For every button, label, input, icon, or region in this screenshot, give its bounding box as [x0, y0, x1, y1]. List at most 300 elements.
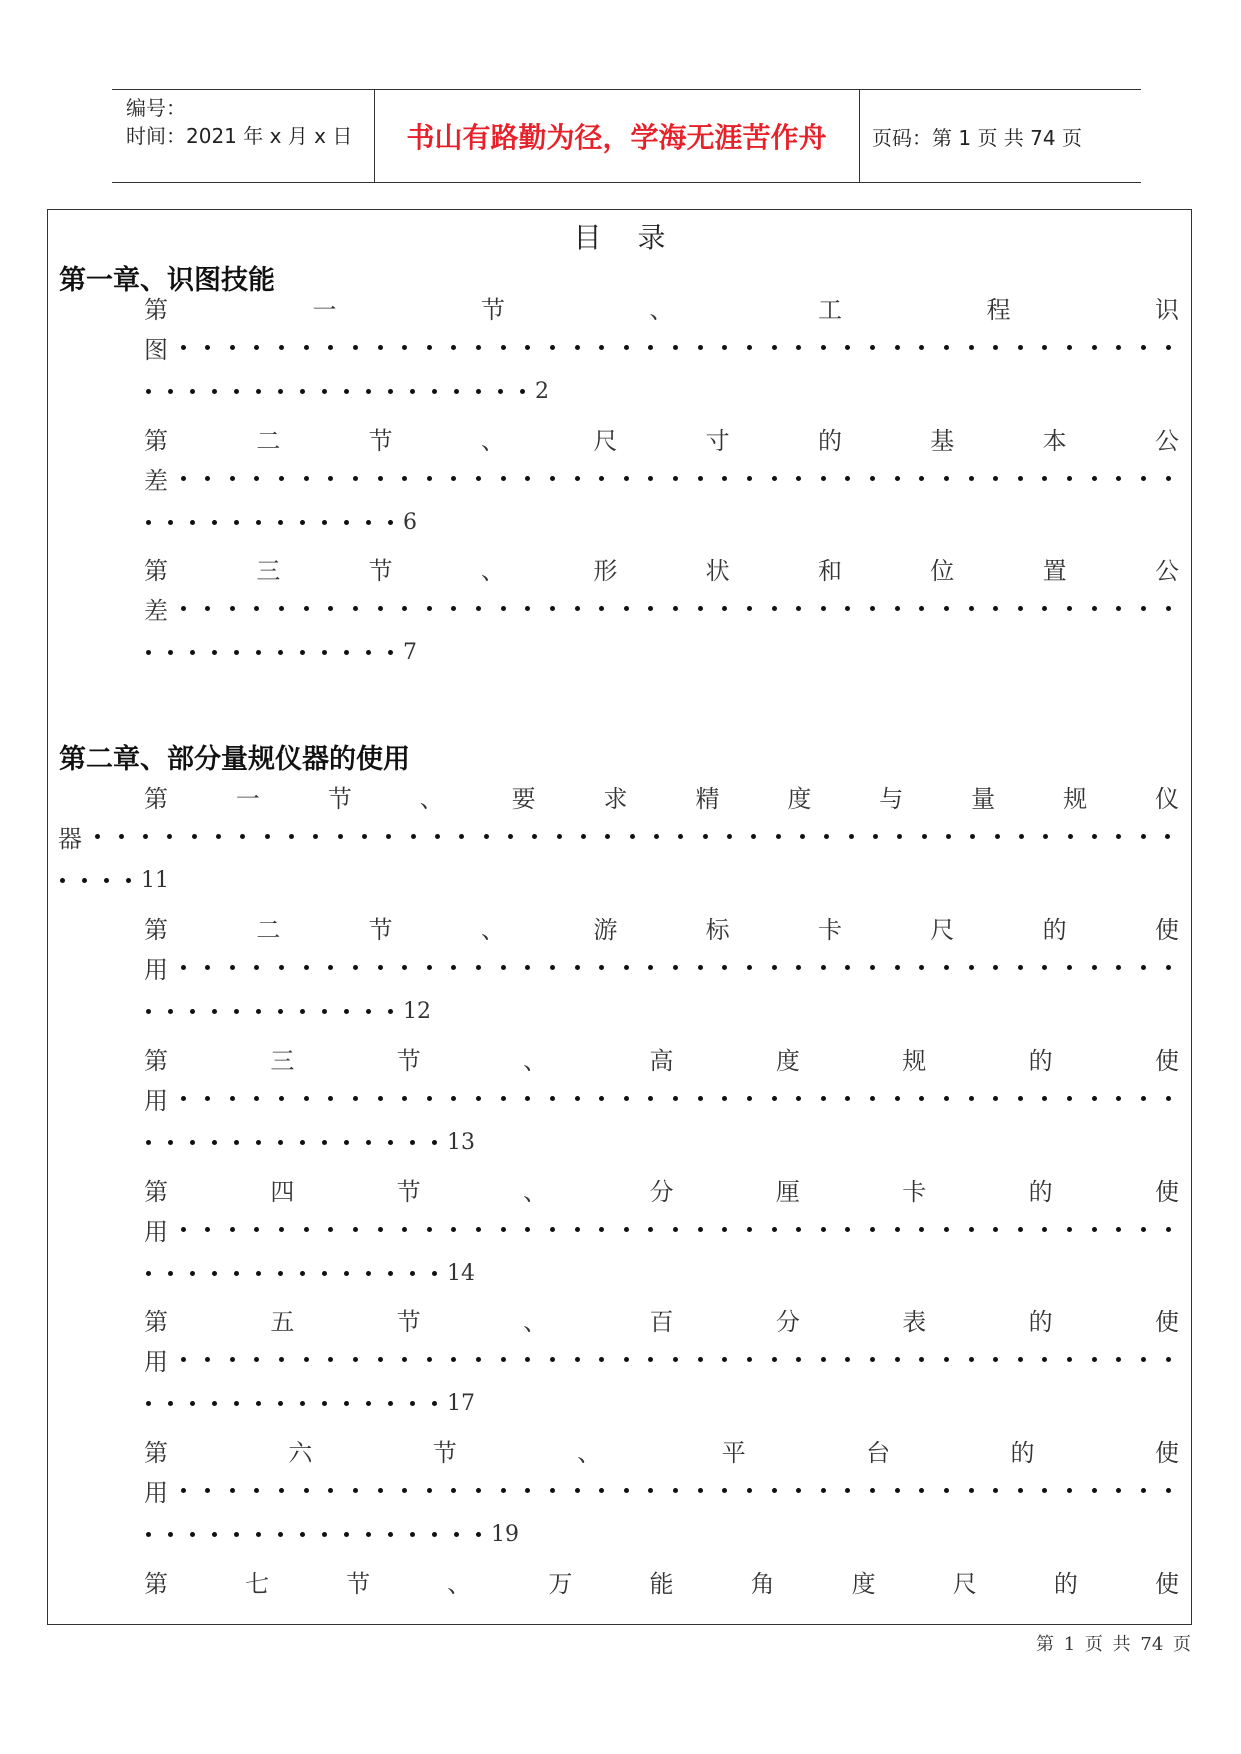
- toc-entry-leader-line: [144, 590, 1179, 626]
- leader-dot: [624, 1488, 629, 1493]
- toc-entry-char: 第: [144, 1177, 168, 1206]
- leader-dot: [289, 834, 294, 839]
- leader-dot: [254, 1488, 259, 1493]
- leader-dot: [146, 650, 151, 655]
- leader-dot: [190, 389, 195, 394]
- leader-dot: [845, 476, 850, 481]
- leader-dot: [1141, 834, 1146, 839]
- leader-dot: [278, 1009, 283, 1014]
- leader-dot: [648, 606, 653, 611]
- leader-dot: [230, 1357, 235, 1362]
- leader-dot: [451, 1096, 456, 1101]
- leader-dot: [993, 1096, 998, 1101]
- leader-dot: [673, 476, 678, 481]
- toc-entry-char: 高: [649, 1046, 674, 1075]
- leader-dot: [1067, 606, 1072, 611]
- leader-dot: [205, 1488, 210, 1493]
- leader-dot: [388, 1009, 393, 1014]
- dot-leader: [172, 1227, 1179, 1232]
- toc-entry-title-line[interactable]: [144, 1563, 1179, 1599]
- toc-entry-leader-line: [144, 460, 1179, 496]
- leader-dot: [279, 1227, 284, 1232]
- toc-entry-char: 二: [256, 426, 281, 455]
- leader-dot: [322, 1271, 327, 1276]
- toc-entry-tail-char: 用: [144, 1217, 168, 1246]
- toc-entry-char: 第: [144, 1438, 168, 1467]
- leader-dot: [747, 1488, 752, 1493]
- leader-dot: [278, 520, 283, 525]
- toc-entry-page-line: [137, 634, 417, 670]
- leader-dot: [304, 1096, 309, 1101]
- toc-page-number: 12: [403, 998, 431, 1024]
- toc-page-number: 11: [141, 867, 169, 893]
- leader-dot: [388, 389, 393, 394]
- leader-dot: [279, 606, 284, 611]
- toc-entry-tail-char: 用: [144, 1086, 168, 1115]
- leader-dot: [1018, 1488, 1023, 1493]
- leader-dot: [1067, 1357, 1072, 1362]
- document-time-label: 时间：2021 年 x 月 x 日: [126, 124, 353, 148]
- toc-entry-char: 百: [649, 1307, 674, 1336]
- leader-dot: [476, 1096, 481, 1101]
- leader-dot: [1019, 834, 1024, 839]
- leader-dot: [969, 1488, 974, 1493]
- leader-dot: [845, 1227, 850, 1232]
- toc-entry-page-line: [137, 1516, 519, 1552]
- leader-dot: [1166, 345, 1171, 350]
- leader-dot: [205, 1096, 210, 1101]
- leader-dot: [402, 965, 407, 970]
- leader-dot: [278, 1140, 283, 1145]
- leader-dot: [143, 834, 148, 839]
- leader-dot: [993, 1488, 998, 1493]
- leader-dot: [328, 606, 333, 611]
- leader-dot: [557, 834, 562, 839]
- leader-dot: [550, 1227, 555, 1232]
- leader-dot: [451, 476, 456, 481]
- leader-dot: [870, 1096, 875, 1101]
- leader-dot: [1067, 345, 1072, 350]
- dot-leader: [172, 606, 1179, 611]
- leader-dot: [1042, 345, 1047, 350]
- leader-dot: [550, 1096, 555, 1101]
- leader-dot: [772, 965, 777, 970]
- toc-entry-char: 基: [930, 426, 955, 455]
- leader-dot: [673, 606, 678, 611]
- leader-dot: [234, 520, 239, 525]
- leader-dot: [575, 476, 580, 481]
- leader-dot: [378, 1357, 383, 1362]
- leader-dot: [230, 1227, 235, 1232]
- toc-entry-leader-line: [144, 1472, 1179, 1508]
- leader-dot: [427, 965, 432, 970]
- leader-dot: [304, 1357, 309, 1362]
- leader-dot: [366, 1140, 371, 1145]
- leader-dot: [104, 878, 109, 883]
- leader-dot: [254, 476, 259, 481]
- leader-dot: [146, 1271, 151, 1276]
- leader-dot: [599, 1357, 604, 1362]
- leader-dot: [300, 1401, 305, 1406]
- toc-entry-char: 二: [256, 915, 281, 944]
- leader-dot: [181, 1096, 186, 1101]
- leader-dot: [402, 345, 407, 350]
- leader-dot: [1018, 1227, 1023, 1232]
- leader-dot: [190, 1009, 195, 1014]
- leader-dot: [895, 1488, 900, 1493]
- leader-dot: [366, 1401, 371, 1406]
- leader-dot: [205, 1227, 210, 1232]
- leader-dot: [190, 1401, 195, 1406]
- leader-dot: [230, 606, 235, 611]
- leader-dot: [388, 520, 393, 525]
- leader-dot: [575, 606, 580, 611]
- leader-dot: [146, 520, 151, 525]
- leader-dot: [1165, 834, 1170, 839]
- leader-dot: [581, 834, 586, 839]
- leader-dot: [212, 1009, 217, 1014]
- leader-dot: [648, 476, 653, 481]
- leader-dot: [410, 389, 415, 394]
- leader-dot: [146, 1401, 151, 1406]
- toc-entry-title-line[interactable]: [144, 1040, 1179, 1076]
- leader-dot: [388, 1140, 393, 1145]
- dot-leader: [172, 1357, 1179, 1362]
- toc-entry-leader-line: [144, 1080, 1179, 1116]
- leader-dot: [772, 606, 777, 611]
- leader-dot: [265, 834, 270, 839]
- toc-entry-char: 节: [368, 915, 393, 944]
- leader-dot: [648, 1488, 653, 1493]
- leader-dot: [181, 1227, 186, 1232]
- leader-dot: [216, 834, 221, 839]
- toc-entry-title-line[interactable]: [144, 550, 1179, 586]
- leader-dot: [550, 1357, 555, 1362]
- document-number-label: 编号：: [126, 96, 186, 120]
- toc-entry-title-line[interactable]: [144, 1171, 1179, 1207]
- leader-dot: [525, 345, 530, 350]
- toc-entry-title-line[interactable]: [144, 909, 1179, 945]
- leader-dot: [432, 1532, 437, 1537]
- leader-dot: [870, 1488, 875, 1493]
- leader-dot: [722, 345, 727, 350]
- leader-dot: [525, 1488, 530, 1493]
- leader-dot: [575, 1096, 580, 1101]
- leader-dot: [895, 606, 900, 611]
- leader-dot: [895, 476, 900, 481]
- leader-dot: [1067, 1096, 1072, 1101]
- leader-dot: [624, 606, 629, 611]
- toc-entry-char: 节: [396, 1046, 421, 1075]
- leader-dot: [772, 1357, 777, 1362]
- leader-dot: [432, 1271, 437, 1276]
- leader-dot: [648, 345, 653, 350]
- leader-dot: [476, 1357, 481, 1362]
- leader-dot: [599, 965, 604, 970]
- leader-dot: [388, 650, 393, 655]
- leader-dot: [1018, 965, 1023, 970]
- leader-dot: [919, 1096, 924, 1101]
- leader-dot: [279, 476, 284, 481]
- leader-dot: [698, 606, 703, 611]
- toc-entry-char: 标: [705, 915, 730, 944]
- leader-dot: [575, 965, 580, 970]
- toc-entry-char: 第: [144, 1046, 168, 1075]
- leader-dot: [895, 965, 900, 970]
- leader-dot: [648, 1096, 653, 1101]
- leader-dot: [624, 965, 629, 970]
- leader-dot: [410, 1532, 415, 1537]
- leader-dot: [501, 1227, 506, 1232]
- toc-entry-char: 寸: [705, 426, 730, 455]
- leader-dot: [944, 476, 949, 481]
- leader-dot: [278, 1271, 283, 1276]
- leader-dot: [168, 1009, 173, 1014]
- leader-dot: [1018, 606, 1023, 611]
- toc-entry-title-line[interactable]: [144, 1301, 1179, 1337]
- leader-dot: [1116, 1357, 1121, 1362]
- toc-entry-char: 的: [1028, 1307, 1053, 1336]
- leader-dot: [278, 389, 283, 394]
- leader-dot: [212, 1401, 217, 1406]
- leader-dot: [212, 650, 217, 655]
- leader-dot: [378, 1227, 383, 1232]
- toc-entry-char: 的: [1042, 915, 1067, 944]
- toc-entry-char: 第: [144, 1569, 168, 1598]
- leader-dot: [230, 345, 235, 350]
- toc-entry-char: 卡: [817, 915, 842, 944]
- toc-entry-page-line: [137, 1385, 475, 1421]
- leader-dot: [1116, 1227, 1121, 1232]
- leader-dot: [388, 1401, 393, 1406]
- leader-dot: [328, 965, 333, 970]
- chapter-title: 第一章、识图技能: [59, 265, 275, 296]
- leader-dot: [1116, 965, 1121, 970]
- leader-dot: [344, 520, 349, 525]
- leader-dot: [1116, 1488, 1121, 1493]
- leader-dot: [1141, 606, 1146, 611]
- leader-dot: [322, 520, 327, 525]
- leader-dot: [451, 606, 456, 611]
- leader-dot: [772, 1488, 777, 1493]
- leader-dot: [1018, 476, 1023, 481]
- toc-entry-tail-char: 用: [144, 955, 168, 984]
- leader-dot: [476, 965, 481, 970]
- leader-dot: [192, 834, 197, 839]
- leader-dot: [1141, 345, 1146, 350]
- leader-dot: [1042, 606, 1047, 611]
- leader-dot: [747, 345, 752, 350]
- toc-entry-char: 精: [695, 784, 720, 813]
- leader-dot: [525, 1227, 530, 1232]
- leader-dot: [722, 1488, 727, 1493]
- leader-dot: [411, 834, 416, 839]
- leader-dot: [550, 1488, 555, 1493]
- leader-dot: [624, 345, 629, 350]
- leader-dot: [476, 606, 481, 611]
- toc-entry-char: 能: [649, 1569, 674, 1598]
- leader-dot: [722, 965, 727, 970]
- toc-entry-title-line[interactable]: [144, 778, 1179, 814]
- toc-entry-char: 节: [346, 1569, 371, 1598]
- leader-dot: [698, 1096, 703, 1101]
- toc-entry-leader-line: [144, 949, 1179, 985]
- leader-dot: [254, 1227, 259, 1232]
- leader-dot: [328, 1488, 333, 1493]
- leader-dot: [821, 476, 826, 481]
- document-header: [112, 89, 1141, 183]
- leader-dot: [451, 345, 456, 350]
- leader-dot: [476, 389, 481, 394]
- leader-dot: [599, 1096, 604, 1101]
- toc-entry-char: 、: [447, 1569, 472, 1598]
- toc-entry-leader-line: [144, 329, 1179, 365]
- leader-dot: [402, 1096, 407, 1101]
- toc-entry-char: 量: [971, 784, 996, 813]
- toc-entry-char: 分: [649, 1177, 674, 1206]
- toc-entry-page-line: [137, 1124, 475, 1160]
- leader-dot: [501, 345, 506, 350]
- leader-dot: [205, 606, 210, 611]
- leader-dot: [993, 476, 998, 481]
- leader-dot: [624, 1227, 629, 1232]
- leader-dot: [181, 1488, 186, 1493]
- toc-title: 目录: [573, 221, 702, 254]
- leader-dot: [60, 878, 65, 883]
- leader-dot: [435, 834, 440, 839]
- leader-dot: [304, 1227, 309, 1232]
- toc-entry-char: 节: [368, 556, 393, 585]
- toc-entry-char: 第: [144, 915, 168, 944]
- leader-dot: [703, 834, 708, 839]
- leader-dot: [772, 1096, 777, 1101]
- leader-dot: [279, 965, 284, 970]
- toc-entry-char: 节: [368, 426, 393, 455]
- leader-dot: [451, 1357, 456, 1362]
- toc-entry-page-line: [137, 504, 417, 540]
- leader-dot: [630, 834, 635, 839]
- leader-dot: [501, 1096, 506, 1101]
- leader-dot: [698, 965, 703, 970]
- leader-dot: [279, 1488, 284, 1493]
- leader-dot: [673, 1488, 678, 1493]
- toc-entry-title-line[interactable]: [144, 1432, 1179, 1468]
- leader-dot: [410, 1140, 415, 1145]
- leader-dot: [146, 1532, 151, 1537]
- toc-entry-title-line[interactable]: [144, 289, 1179, 325]
- leader-dot: [673, 1227, 678, 1232]
- dot-leader: [51, 878, 139, 883]
- leader-dot: [575, 1227, 580, 1232]
- leader-dot: [344, 1009, 349, 1014]
- leader-dot: [550, 965, 555, 970]
- leader-dot: [167, 834, 172, 839]
- leader-dot: [190, 1532, 195, 1537]
- leader-dot: [146, 389, 151, 394]
- leader-dot: [328, 1357, 333, 1362]
- toc-entry-char: 表: [902, 1307, 927, 1336]
- toc-entry-char: 游: [593, 915, 618, 944]
- leader-dot: [1141, 1227, 1146, 1232]
- leader-dot: [432, 1140, 437, 1145]
- leader-dot: [845, 1096, 850, 1101]
- leader-dot: [1092, 1096, 1097, 1101]
- leader-dot: [353, 965, 358, 970]
- leader-dot: [205, 1357, 210, 1362]
- leader-dot: [168, 1401, 173, 1406]
- leader-dot: [234, 1271, 239, 1276]
- leader-dot: [304, 606, 309, 611]
- toc-entry-char: 第: [144, 426, 168, 455]
- leader-dot: [895, 1227, 900, 1232]
- leader-dot: [1068, 834, 1073, 839]
- leader-dot: [181, 606, 186, 611]
- leader-dot: [410, 1271, 415, 1276]
- leader-dot: [599, 1488, 604, 1493]
- leader-dot: [944, 1488, 949, 1493]
- leader-dot: [970, 834, 975, 839]
- leader-dot: [300, 1532, 305, 1537]
- dot-leader: [137, 1271, 445, 1276]
- leader-dot: [278, 650, 283, 655]
- leader-dot: [181, 476, 186, 481]
- leader-dot: [919, 1357, 924, 1362]
- leader-dot: [501, 1357, 506, 1362]
- toc-entry-char: 分: [775, 1307, 800, 1336]
- leader-dot: [300, 650, 305, 655]
- leader-dot: [168, 520, 173, 525]
- leader-dot: [969, 1096, 974, 1101]
- leader-dot: [205, 965, 210, 970]
- toc-entry-char: 公: [1154, 556, 1179, 585]
- toc-entry-char: 四: [270, 1177, 295, 1206]
- leader-dot: [944, 606, 949, 611]
- leader-dot: [575, 1488, 580, 1493]
- leader-dot: [256, 1140, 261, 1145]
- leader-dot: [969, 1357, 974, 1362]
- leader-dot: [234, 1401, 239, 1406]
- leader-dot: [673, 345, 678, 350]
- leader-dot: [698, 1488, 703, 1493]
- leader-dot: [378, 345, 383, 350]
- toc-entry-char: 卡: [902, 1177, 927, 1206]
- leader-dot: [322, 1140, 327, 1145]
- leader-dot: [870, 1227, 875, 1232]
- leader-dot: [1166, 965, 1171, 970]
- leader-dot: [338, 834, 343, 839]
- leader-dot: [993, 1227, 998, 1232]
- toc-entry-char: 角: [750, 1569, 775, 1598]
- leader-dot: [353, 606, 358, 611]
- leader-dot: [476, 345, 481, 350]
- leader-dot: [776, 834, 781, 839]
- leader-dot: [747, 476, 752, 481]
- toc-entry-char: 使: [1155, 1046, 1179, 1075]
- toc-entry-char: 置: [1042, 556, 1067, 585]
- toc-entry-char: 尺: [952, 1569, 977, 1598]
- leader-dot: [256, 650, 261, 655]
- leader-dot: [459, 834, 464, 839]
- header-motto: 书山有路勤为径，学海无涯苦作舟: [406, 121, 827, 154]
- toc-entry-tail-char: 器: [58, 824, 82, 853]
- leader-dot: [796, 1488, 801, 1493]
- toc-entry-page-line: [51, 862, 169, 898]
- leader-dot: [895, 1096, 900, 1101]
- leader-dot: [300, 1271, 305, 1276]
- toc-entry-title-line[interactable]: [144, 420, 1179, 456]
- leader-dot: [353, 1096, 358, 1101]
- leader-dot: [353, 345, 358, 350]
